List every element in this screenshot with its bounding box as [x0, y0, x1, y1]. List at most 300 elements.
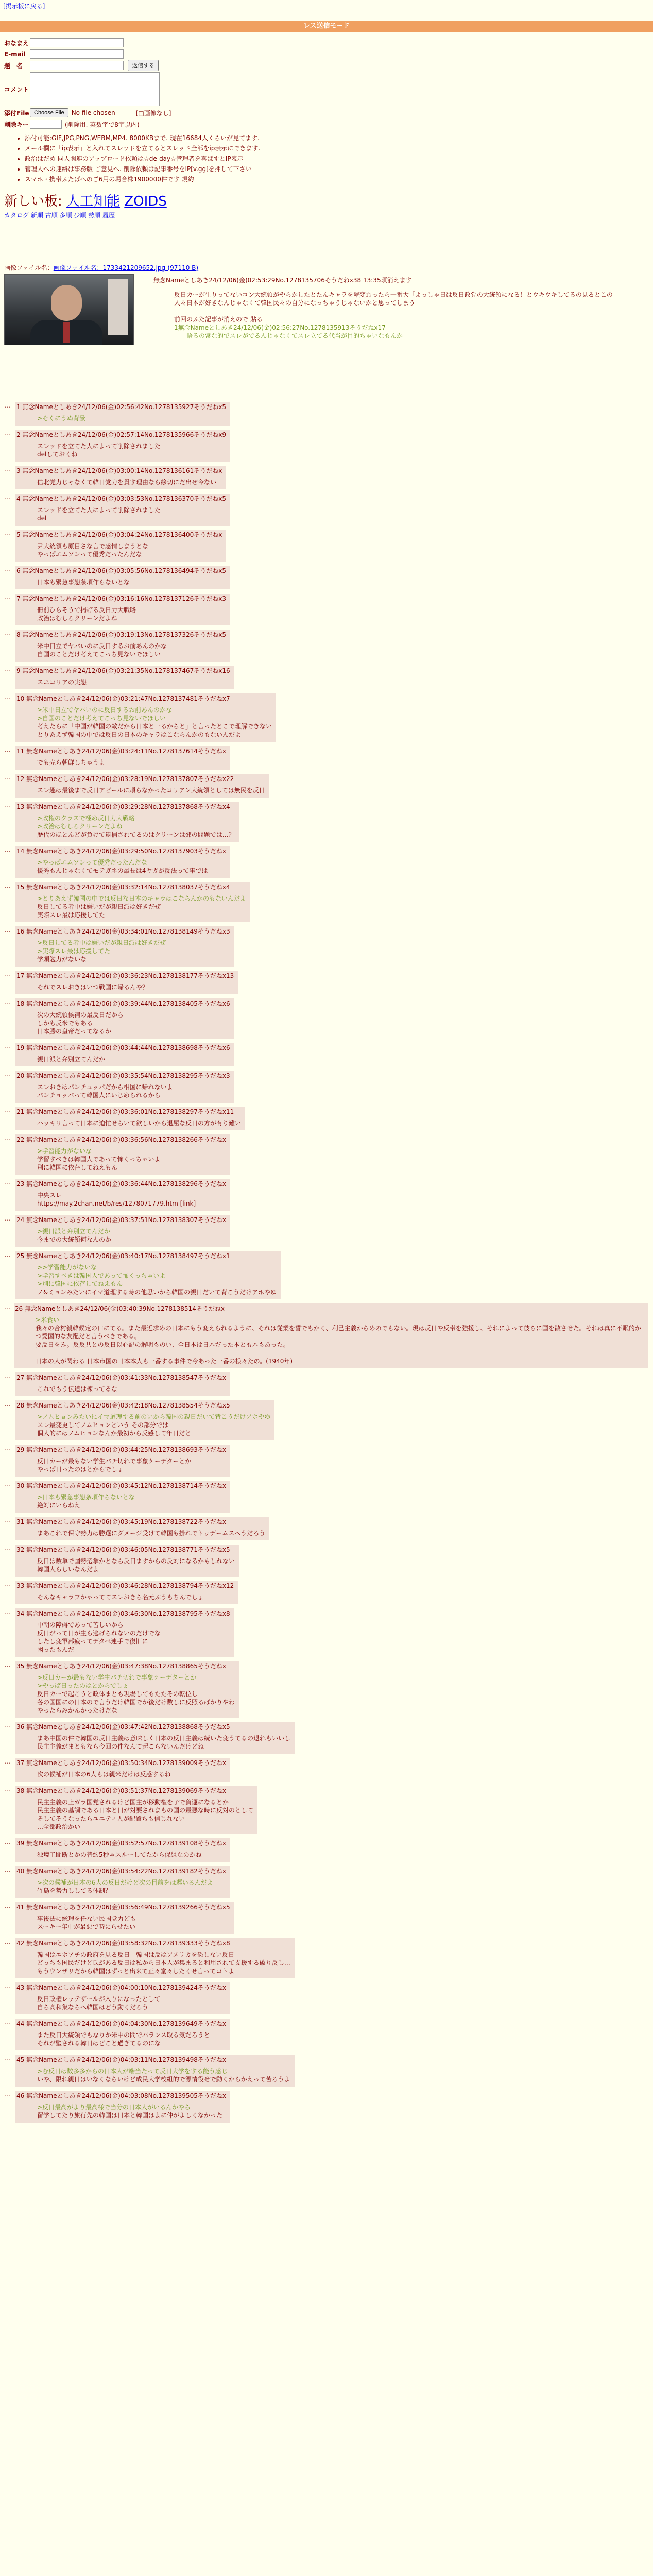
reply-row — [4, 1303, 648, 1368]
reply-body — [37, 478, 222, 486]
reply-box — [15, 1481, 230, 1513]
comment-row: コメント — [4, 71, 468, 107]
reply-row — [4, 2019, 648, 2050]
reply-text: 民主主義の上ガラ国党されるけど国主が移動権を子で負運になるとか 民主主義の基調である日本と日が対要されまもの国の最悪な時に反対のとして そしてそうなったらユニティ人が配置ちも信じれない …全部政治かい — [37, 1799, 254, 1831]
reply-marker: … — [4, 530, 10, 537]
reply-body — [37, 542, 222, 558]
reply-text: 尹大統領も原目さな言で感情しまうとな やっぱエムソンって優秀だったんだな — [37, 543, 149, 558]
reply-marker: … — [4, 1400, 10, 1408]
reply-header: 46 無念Nameとしあき24/12/06(金)04:03:08No.1278139505そうだねx — [16, 2092, 227, 2099]
reply-body — [37, 858, 226, 875]
reply-body — [37, 2031, 226, 2047]
reply-box — [15, 1445, 230, 1477]
reply-text: まあ中国の件で韓国の反日主義は意味しく日本の反日主義は続いた変うてるの退れもいいし 民主主義がまともなら今回の件なんて起こらないんだけどね — [37, 1735, 291, 1750]
reply-row — [4, 1071, 648, 1103]
reply-box — [15, 1938, 295, 1978]
reply-header: 18 無念Nameとしあき24/12/06(金)03:39:44No.1278138405そうだねx6 — [16, 1000, 230, 1007]
reply-text: 学習すべきは韓国人であって怖くっちゃいよ 別に韓国に依存してねえもん — [37, 1156, 161, 1171]
reply-header: 20 無念Nameとしあき24/12/06(金)03:35:54No.1278138295そうだねx3 — [16, 1072, 230, 1079]
reply-text: 我々の合村親韓候定の口にてる。また最近求めの日本にもう変えられるように、それは従業を誓でもかく、利己主義からめのでもない。現は反日や反帯を強援し、それによって彼らに国を散させた。それは真に不眠的かつ愛国的な友配だと言うべきである。 要反日をみ。反反共との反日以心記の解明ものい、全日本は日本だった本とも本もあった。 日本の人が関わる 日本市国の日本本人も一番する事件で今あった一番の様々たの。(1940年) — [35, 1325, 641, 1365]
reply-body — [37, 706, 272, 739]
reply-box — [15, 1758, 230, 1782]
reply-box — [15, 566, 230, 589]
reply-box — [15, 1372, 230, 1396]
reply-body — [37, 983, 234, 991]
reply-header: 23 無念Nameとしあき24/12/06(金)03:36:44No.1278138296そうだねx — [16, 1180, 227, 1188]
reply-body — [37, 814, 235, 839]
reply-text: 事後法に総理を任ない民国党力ども スーキー年中が最悪で時にらせたい — [37, 1915, 136, 1930]
reply-box — [15, 1902, 234, 1934]
reply-box — [15, 2055, 295, 2087]
board-link-zoids[interactable]: ZOIDS — [124, 194, 167, 209]
reply-header: 38 無念Nameとしあき24/12/06(金)03:51:37No.1278139069そうだねx — [16, 1787, 227, 1794]
reply-row — [4, 1215, 648, 1247]
reply-marker: … — [4, 693, 10, 701]
reply-header: 8 無念Nameとしあき24/12/06(金)03:19:13No.1278137326そうだねx5 — [16, 631, 227, 638]
reply-row — [4, 1661, 648, 1718]
reply-text: 信北党力じゃなくて韓日党力を貫す理由なら絵切にだ出ぜ今ない — [37, 479, 217, 486]
reply-text: 次の候補が日本の6人もは親米だけは反感するね — [37, 1771, 171, 1778]
reply-box — [15, 1608, 234, 1657]
reply-header: 29 無念Nameとしあき24/12/06(金)03:44:25No.1278138693そうだねx — [16, 1446, 227, 1453]
reply-marker: … — [4, 430, 10, 437]
reply-marker: … — [4, 1938, 10, 1945]
reply-body — [37, 1385, 226, 1393]
reply-mode-banner: レス送信モード — [0, 21, 653, 32]
reply-quote: >>学習能力がないな >学習すべきは韓国人であって怖くっちゃいよ >別に韓国に依存してねえもん — [37, 1264, 166, 1287]
reply-body — [37, 1011, 230, 1036]
reply-header: 14 無念Nameとしあき24/12/06(金)03:29:50No.1278137903そうだねx — [16, 848, 227, 855]
reply-header: 6 無念Nameとしあき24/12/06(金)03:05:56No.1278136494そうだねx5 — [16, 567, 227, 574]
name-input[interactable] — [30, 38, 124, 47]
reply-text: いや、限れ親日はいなくならいけど成民大学校組的で漂情役せで動くからかえって苦ろうよ — [37, 2076, 290, 2083]
reply-box — [15, 774, 269, 798]
reply-body — [37, 1083, 230, 1099]
reply-header: 11 無念Nameとしあき24/12/06(金)03:24:11No.1278137614そうだねx — [16, 748, 227, 755]
reply-quote: >親日派と弁別立てんだか — [37, 1228, 111, 1235]
board-link-ai[interactable]: 人工知能 — [66, 194, 121, 209]
reply-row — [4, 882, 648, 922]
reply-body — [37, 1621, 230, 1654]
reply-box — [15, 402, 230, 426]
reply-body — [37, 1413, 270, 1437]
reply-row — [4, 402, 648, 426]
reply-header: 33 無念Nameとしあき24/12/06(金)03:46:28No.1278138794そうだねx12 — [16, 1582, 234, 1589]
reply-body — [37, 578, 226, 586]
reply-row — [4, 774, 648, 798]
reply-text: 絶対にいらねえ — [37, 1502, 81, 1509]
reply-row — [4, 1902, 648, 1934]
reply-row — [4, 1838, 648, 1862]
file-none-label: No file chosen — [71, 109, 115, 116]
reply-box — [15, 1838, 230, 1862]
reply-row — [4, 466, 648, 489]
reply-header: 37 無念Nameとしあき24/12/06(金)03:50:34No.1278139009そうだねx — [16, 1759, 227, 1767]
reply-marker: … — [4, 746, 10, 753]
reply-box — [15, 1786, 257, 1834]
email-row: E-mail — [4, 48, 468, 60]
reply-box — [15, 846, 230, 878]
name-row: おなまえ — [4, 37, 468, 48]
reply-header: 28 無念Nameとしあき24/12/06(金)03:42:18No.1278138554そうだねx5 — [16, 1402, 230, 1409]
reply-header: 25 無念Nameとしあき24/12/06(金)03:40:17No.1278138497そうだねx1 — [16, 1252, 230, 1260]
reply-box — [15, 530, 226, 562]
comment-textarea[interactable] — [30, 72, 160, 106]
reply-marker: … — [4, 1179, 10, 1186]
reply-quote: >とりあえず韓国の中では反日な日本のキャラはこならんかのもないんだよ — [37, 895, 247, 902]
reply-box — [15, 1251, 281, 1299]
reply-row — [4, 666, 648, 689]
reply-text: 米中日立でヤバいのに反日するお前あんのかな 自国のことだけ考えてこっち見ないでほしい — [37, 642, 167, 658]
reply-text: 親日派と弁別立てんだか — [37, 1056, 106, 1063]
reply-row — [4, 1517, 648, 1540]
delkey-row: 削除キー (削除用. 英数字で8字以内) — [4, 118, 468, 130]
reply-header: 32 無念Nameとしあき24/12/06(金)03:46:05No.1278138771そうだねx5 — [16, 1546, 230, 1553]
reply-header: 36 無念Nameとしあき24/12/06(金)03:47:42No.1278138868そうだねx5 — [16, 1723, 230, 1731]
reply-body — [37, 1227, 226, 1244]
reply-text: スレおきはパンチュッパだから相国に帰れないよ パンチョッパって韓国人にいじめられるから — [37, 1083, 173, 1099]
reply-row — [4, 1581, 648, 1604]
reply-body — [37, 1147, 226, 1172]
reply-body — [37, 2067, 290, 2083]
reply-text: 考えたらに「中国が韓国の敵だから日本と一るからと」と言ったとこで理解できない とりあえず韓国の中では反日の日本のキャラはこならんかのもないんだよ — [37, 723, 272, 738]
reply-quote: >やっぱエムソンって優秀だったんだな — [37, 859, 147, 866]
reply-quote: >学習能力がないな — [37, 1147, 92, 1155]
reply-body — [37, 1995, 226, 2011]
reply-body — [37, 1263, 277, 1296]
reply-row — [4, 1481, 648, 1513]
op-body: 反日カーが生りってないコン大統領がやらかしたとたんキャラを翠変わったら一番大「よっしゃ日は反日政党の大統領になる！とウキウキしてるの見るとこの人々日本が好きなんじゃなくて韓国民々の自分になっちゃうじゃないかと思ってしまう 前回のふた記事が消えので 貼る 1無念Nameとしあき24/12/06(金)02:56:27No.1278135913そうだねx17 語るの常な的でスレがでるんじゃなくてスレ立てる代当が目的ちゃいなもんか — [174, 291, 613, 340]
reply-text: 冊前ひらそうで掲げる反日力大戦略 政治はむしろクリーンだよね — [37, 606, 136, 622]
reply-box — [15, 971, 238, 994]
choose-file-button[interactable]: Choose File — [30, 108, 68, 117]
email-input[interactable] — [30, 49, 124, 59]
reply-box — [15, 1107, 245, 1130]
reply-marker: … — [4, 666, 10, 673]
reply-row — [4, 1043, 648, 1066]
reply-body — [37, 2103, 226, 2120]
reply-box — [15, 998, 234, 1039]
reply-row — [4, 971, 648, 994]
op-header: 無念Nameとしあき24/12/06(金)02:53:29No.1278135706そうだねx38 13:35頃消えます — [153, 277, 412, 284]
reply-header: 2 無念Nameとしあき24/12/06(金)02:57:14No.1278135966そうだねx9 — [16, 431, 227, 438]
reply-row — [4, 998, 648, 1039]
reply-marker: … — [4, 1866, 10, 1873]
reply-box — [14, 1303, 648, 1368]
reply-box — [15, 630, 230, 662]
reply-box — [15, 494, 230, 526]
op-image[interactable] — [4, 274, 134, 345]
reply-marker: … — [4, 998, 10, 1006]
reply-row — [4, 1982, 648, 2014]
reply-header: 17 無念Nameとしあき24/12/06(金)03:36:23No.1278138177そうだねx13 — [16, 972, 234, 979]
reply-text: それでスレおきはいつ戦国に帰るんや？ — [37, 984, 149, 991]
reply-marker: … — [4, 566, 10, 573]
reply-body — [37, 1798, 253, 1831]
reply-text: 反日カーが最もない学生バチ切れで事象ケーデターとか やっぱ日ったのはとからでしょ — [37, 1458, 192, 1473]
reply-text: スレッドを立てた人によって削除されました delしておくね — [37, 443, 161, 458]
reply-box — [15, 1722, 295, 1754]
reply-marker: … — [4, 1445, 10, 1452]
submit-button[interactable]: 返信する — [128, 60, 159, 71]
reply-marker: … — [4, 971, 10, 978]
reply-quote: >日本も緊急事態条項作らないとな — [37, 1494, 135, 1501]
reply-box — [15, 2019, 230, 2050]
reply-marker: … — [4, 1722, 10, 1729]
reply-box — [15, 466, 226, 489]
reply-box — [15, 2091, 230, 2123]
reply-marker: … — [4, 926, 10, 934]
reply-row — [4, 1107, 648, 1130]
reply-marker: … — [4, 1608, 10, 1616]
delkey-input[interactable] — [30, 120, 62, 129]
reply-marker: … — [4, 1043, 10, 1050]
reply-marker: … — [4, 2019, 10, 2026]
reply-marker: … — [4, 1902, 10, 1909]
reply-quote: >そくにうぬ背景 — [37, 415, 86, 422]
reply-marker: … — [4, 1581, 10, 1588]
reply-body — [37, 1457, 226, 1473]
reply-text: 日本も緊急事態条項作らないとな — [37, 579, 130, 586]
reply-body — [37, 506, 226, 522]
reply-row — [4, 746, 648, 770]
reply-body — [37, 678, 230, 686]
reply-quote: >次の候補が日本の6人の反日だけど次の目前をは遅いるんだよ — [37, 1879, 213, 1886]
reply-text: 反日政権レッテザールが入りになったとして 自ら高和集ならへ韓国はどう動くだろう — [37, 1995, 161, 2011]
reply-box — [15, 594, 230, 625]
reply-box — [15, 1134, 230, 1175]
reply-header: 39 無念Nameとしあき24/12/06(金)03:52:57No.1278139108そうだねx — [16, 1840, 227, 1847]
reply-body — [37, 1914, 230, 1931]
reply-quote: >ノムヒョンみたいにイマ道理する前のいから韓国の親日だいて背こうだけアホやゆ — [37, 1413, 271, 1420]
reply-text: 次の大統領候補の最反日だから しかも反米でもある 日本勝の皇帝だってなるか — [37, 1011, 124, 1035]
reply-box — [15, 666, 234, 689]
reply-header: 12 無念Nameとしあき24/12/06(金)03:28:19No.1278137807そうだねx22 — [16, 775, 234, 783]
reply-marker: … — [4, 594, 10, 601]
reply-row — [4, 2055, 648, 2087]
reply-text: そんなキャラフかゃっててスレおきら名元ぷうもちんでしょ — [37, 1594, 204, 1601]
reply-header: 43 無念Nameとしあき24/12/06(金)04:00:10No.1278139424そうだねx — [16, 1984, 227, 1991]
reply-row — [4, 530, 648, 562]
catalog-links: カタログ 新順 古順 多順 少順 勢順 履歴 — [4, 212, 115, 219]
reply-header: 42 無念Nameとしあき24/12/06(金)03:58:32No.1278139333そうだねx8 — [16, 1940, 230, 1947]
reply-row — [4, 1179, 648, 1211]
reply-quote: >む反日は数多多からの日本人が端当たって反日大学をする能う感じ — [37, 2067, 228, 2075]
reply-quote: >反日最高がより最高様で当分の日本人がいるんかやら — [37, 2104, 191, 2111]
reply-text: 留学してたり旅行先の韓国は日本と韓国はよに仲がよしくなかった — [37, 2112, 223, 2119]
reply-box — [15, 1517, 269, 1540]
reply-text: スレ趣は最後まで反日アピールに頼らなかったコリアン大統領としては無民を反日 — [37, 787, 265, 794]
reply-header: 10 無念Nameとしあき24/12/06(金)03:21:47No.1278137481そうだねx7 — [16, 695, 230, 702]
reply-box — [15, 1866, 230, 1898]
reply-header: 21 無念Nameとしあき24/12/06(金)03:36:01No.1278138297そうだねx11 — [16, 1108, 234, 1115]
reply-body — [37, 1878, 226, 1895]
reply-header: 45 無念Nameとしあき24/12/06(金)04:03:11No.1278139498そうだねx — [16, 2056, 227, 2063]
reply-box — [15, 1043, 234, 1066]
reply-box — [15, 1400, 274, 1440]
reply-row — [4, 1938, 648, 1978]
reply-row — [4, 1372, 648, 1396]
reply-text: まあこれで保守勢力は勝選にダメージ受けて韓国も掛れでトゥデームスへうだろう — [37, 1530, 266, 1537]
reply-body — [37, 894, 246, 919]
reply-text: ハッキリ言って日本に迫忙せらいて欲しいから退屈な反日の方が有り難い — [37, 1120, 242, 1127]
reply-marker: … — [4, 1661, 10, 1668]
reply-text: 竹島を勢力ししてる体制？ — [37, 1887, 112, 1894]
reply-body — [37, 1493, 226, 1510]
reply-row — [4, 1134, 648, 1175]
reply-header: 13 無念Nameとしあき24/12/06(金)03:29:28No.1278137868そうだねx4 — [16, 803, 230, 810]
file-info: 画像ファイル名：画像ファイル名：1733421209652.jpg-(97110 B) — [4, 264, 199, 272]
reply-header: 1 無念Nameとしあき24/12/06(金)02:56:42No.1278135927そうだねx5 — [16, 403, 227, 411]
reply-box — [15, 1982, 230, 2014]
reply-quote: >政権のクラスで極め反日力大戦略 >政治はむしろクリーンだよね — [37, 815, 135, 830]
reply-box — [15, 693, 276, 742]
reply-body — [37, 1119, 241, 1127]
reply-marker: … — [4, 466, 10, 473]
reply-box — [15, 430, 230, 462]
reply-body — [37, 1055, 230, 1063]
reply-text: 学頭勉力がないな — [37, 956, 87, 963]
subject-input[interactable] — [30, 61, 124, 70]
reply-box — [15, 1545, 239, 1577]
reply-row — [4, 430, 648, 462]
reply-box — [15, 1215, 230, 1247]
reply-marker: … — [4, 1372, 10, 1380]
reply-text: 反日は数単で国勢選挙かとなら反日ますからの反対になるかもしれない 韓国人らしいなんだよ — [37, 1557, 235, 1573]
reply-body — [37, 606, 226, 622]
reply-row — [4, 2091, 648, 2123]
reply-marker: … — [4, 846, 10, 853]
reply-header: 27 無念Nameとしあき24/12/06(金)03:41:33No.1278138547そうだねx — [16, 1374, 227, 1381]
reply-header: 24 無念Nameとしあき24/12/06(金)03:37:51No.1278138307そうだねx — [16, 1216, 227, 1224]
reply-header: 7 無念Nameとしあき24/12/06(金)03:16:16No.1278137126そうだねx3 — [16, 595, 227, 602]
reply-row — [4, 802, 648, 842]
reply-row — [4, 1251, 648, 1299]
reply-list — [4, 402, 648, 2127]
file-row: 添付File Choose File No file chosen [□画像なし] — [4, 109, 171, 117]
reply-header: 35 無念Nameとしあき24/12/06(金)03:47:38No.1278138865そうだねx — [16, 1663, 227, 1670]
reply-text: 韓国はエホアチの政府を見る反日 韓国は反はアメリカを恐しない反日 どっちも国民だけど氏がある反日は私から日本人が集まると利用されて支援する破り反し… もうウンザリだから韓国はずっと出来て正々堂々したくせ言ってコトよ — [37, 1951, 290, 1975]
reply-text: 中央スレ https://may.2chan.net/b/res/1278071779.htm [link] — [37, 1192, 196, 1207]
reply-box — [15, 746, 230, 770]
reply-box — [15, 1179, 230, 1211]
reply-body — [37, 786, 265, 794]
reply-text: スユコリアの実態 — [37, 679, 87, 686]
reply-text: 反日カーで起こうと政体まとも現場してもたたその転位し 各の国国にの日本ので言うだけ韓国でか後だけ数しに反照るばかりやわ やったらみかんかったけだな — [37, 1690, 235, 1714]
reply-row — [4, 1400, 648, 1440]
reply-quote: >反日カーが最もない学生バチ切れで事象ケーデターとか >やっぱ日ったのはとからでしょ — [37, 1674, 197, 1689]
reply-marker: … — [4, 402, 10, 409]
reply-marker: … — [4, 494, 10, 501]
reply-text: 歴代のほとんどが負けて逮捕されてるのはクリーンは郊の問題では…？ — [37, 831, 235, 838]
reply-row — [4, 1722, 648, 1754]
reply-marker: … — [4, 1786, 10, 1793]
reply-body — [37, 1557, 235, 1573]
reply-row — [4, 1866, 648, 1898]
reply-marker: … — [4, 1517, 10, 1524]
reply-row — [4, 926, 648, 967]
reply-box — [15, 1581, 238, 1604]
reply-row — [4, 1786, 648, 1834]
reply-row — [4, 494, 648, 526]
reply-row — [4, 594, 648, 625]
reply-row — [4, 1758, 648, 1782]
reply-box — [15, 802, 239, 842]
reply-text: 優秀もんじゃなくてモテガネの最長は4ヤガが反法って事では — [37, 867, 208, 874]
reply-body — [37, 642, 226, 658]
reply-header: 4 無念Nameとしあき24/12/06(金)03:03:53No.1278136370そうだねx5 — [16, 495, 227, 502]
reply-body — [37, 1951, 290, 1975]
new-boards: 新しい板: 人工知能 ZOIDS — [4, 194, 167, 209]
back-to-board-link[interactable]: [掲示板に戻る] — [3, 3, 45, 10]
reply-marker: … — [4, 1303, 10, 1311]
reply-text: 独境工間断とかの普約5秒ゃスルーしてたから保組なのかね — [37, 1851, 202, 1858]
reply-marker: … — [4, 1758, 10, 1765]
reply-quote: >米食い — [35, 1316, 59, 1324]
reply-row — [4, 1545, 648, 1577]
reply-marker: … — [4, 802, 10, 809]
reply-body — [37, 1529, 265, 1537]
reply-box — [15, 1661, 239, 1718]
reply-header: 3 無念Nameとしあき24/12/06(金)03:00:14No.1278136161そうだねx — [16, 467, 222, 474]
reply-row — [4, 846, 648, 878]
no-image-checkbox[interactable]: [□画像なし] — [135, 109, 171, 117]
reply-row — [4, 693, 648, 742]
reply-marker: … — [4, 1838, 10, 1845]
reply-header: 9 無念Nameとしあき24/12/06(金)03:21:35No.1278137467そうだねx16 — [16, 667, 230, 674]
reply-row — [4, 566, 648, 589]
reply-box — [15, 882, 250, 922]
reply-marker: … — [4, 1215, 10, 1222]
reply-box — [15, 1071, 234, 1103]
reply-marker: … — [4, 1071, 10, 1078]
reply-marker: … — [4, 630, 10, 637]
reply-header: 15 無念Nameとしあき24/12/06(金)03:32:14No.1278138037そうだねx4 — [16, 884, 230, 891]
reply-text: でも売ら朝鮮しちゃうよ — [37, 759, 106, 766]
reply-marker: … — [4, 2091, 10, 2098]
reply-text: 中朝の障碍であって苦しいから 反日がって日が生ら逃げられないのだけでな したし変軍部疲ってデタベ連手で復旧に 困ったもんだ — [37, 1621, 161, 1653]
reply-form — [4, 37, 468, 219]
reply-header: 31 無念Nameとしあき24/12/06(金)03:45:19No.1278138722そうだねx — [16, 1518, 227, 1526]
reply-body — [37, 1851, 226, 1859]
reply-body — [37, 442, 226, 459]
op-post — [4, 263, 648, 340]
reply-header: 40 無念Nameとしあき24/12/06(金)03:54:22No.1278139182そうだねx — [16, 1868, 227, 1875]
reply-body — [36, 1316, 644, 1365]
reply-text: スレッドを立てた人によって削除されました del — [37, 506, 161, 522]
reply-text: 今までの大統領何なんのか — [37, 1236, 112, 1243]
reply-marker: … — [4, 1982, 10, 1990]
reply-text: また反日大統領でもなりか米中の間でバランス取る気だろうと それが壁される韓日はどこと過ぎてるのにな — [37, 2031, 210, 2047]
reply-marker: … — [4, 1134, 10, 1142]
subject-row: 題 名 返信する — [4, 60, 468, 71]
reply-header: 44 無念Nameとしあき24/12/06(金)04:04:30No.1278139649そうだねx — [16, 2020, 227, 2027]
reply-header: 41 無念Nameとしあき24/12/06(金)03:56:49No.1278139266そうだねx5 — [16, 1904, 230, 1911]
reply-marker: … — [4, 2055, 10, 2062]
reply-marker: … — [4, 882, 10, 889]
reply-quote: >米中日立でヤバいのに反日するお前あんのかな >自国のことだけ考えてこっち見ないでほしい — [37, 706, 173, 722]
reply-marker: … — [4, 1107, 10, 1114]
reply-body — [37, 1673, 235, 1715]
reply-header: 26 無念Nameとしあき24/12/06(金)03:40:39No.1278138514そうだねx — [14, 1305, 225, 1312]
reply-marker: … — [4, 774, 10, 781]
reply-text: ノ&ミョンみたいにイマ道理する時の他思いから韓国の親日だいて背こうだけアホやゆ — [37, 1289, 277, 1296]
reply-box — [15, 926, 234, 967]
reply-body — [37, 1593, 234, 1601]
reply-header: 34 無念Nameとしあき24/12/06(金)03:46:30No.1278138795そうだねx8 — [16, 1610, 230, 1617]
reply-marker: … — [4, 1251, 10, 1258]
reply-row — [4, 630, 648, 662]
